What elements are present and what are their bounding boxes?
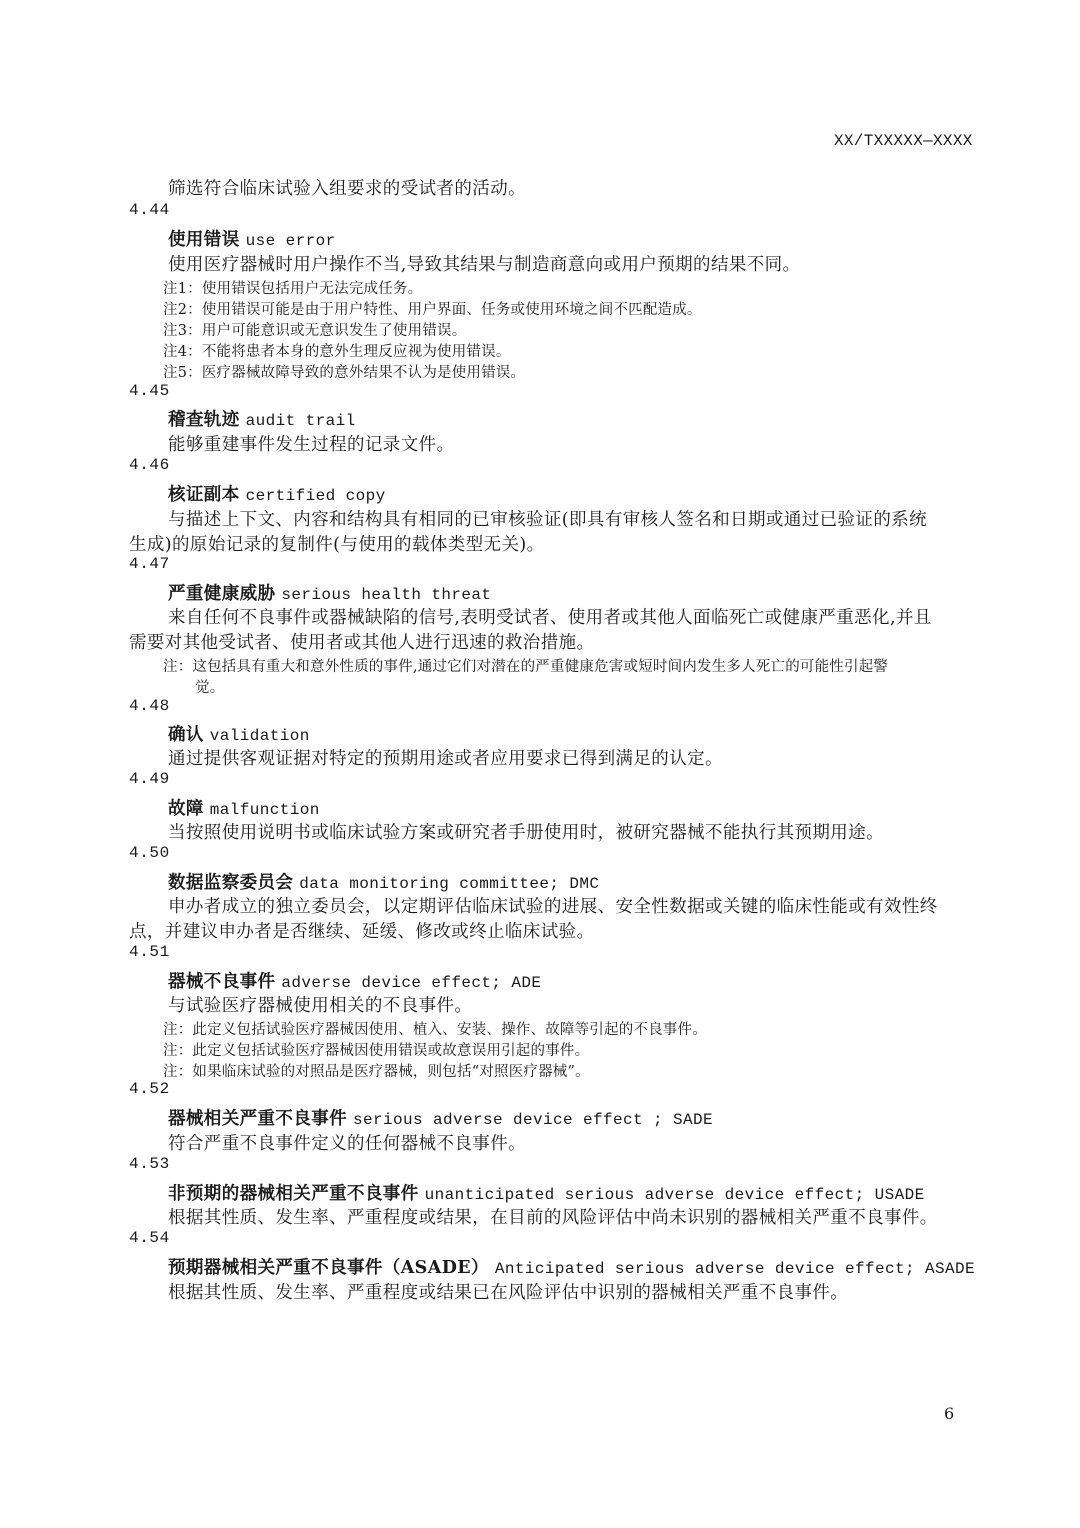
- term-english: use error: [245, 232, 336, 250]
- note-text: 注：这包括具有重大和意外性质的事件,通过它们对潜在的严重健康危害或短时间内发生多人死亡的可能性引起警: [163, 659, 889, 675]
- term-english: serious adverse device effect ; SADE: [352, 1111, 714, 1129]
- term-chinese: 预期器械相关严重不良事件（ASADE）: [168, 1258, 489, 1278]
- definition-text: 与试验医疗器械使用相关的不良事件。: [168, 996, 473, 1016]
- term-english: serious health threat: [281, 586, 492, 604]
- definition-text: 筛选符合临床试验入组要求的受试者的活动。: [168, 179, 526, 199]
- note-text: 注5：医疗器械故障导致的意外结果不认为是使用错误。: [163, 365, 526, 381]
- definition-text: 申办者成立的独立委员会，以定期评估临床试验的进展、安全性数据或关键的临床性能或有效性终: [168, 897, 938, 917]
- clause-number: 4.48: [129, 697, 170, 715]
- clause-number: 4.49: [129, 770, 170, 788]
- term-heading: [168, 968, 541, 993]
- term-heading: [168, 1180, 925, 1205]
- note-text: 注4：不能将患者本身的意外生理反应视为使用错误。: [163, 344, 511, 360]
- clause-number: 4.47: [129, 555, 170, 573]
- term-chinese: 严重健康威胁: [168, 584, 276, 604]
- definition-text: 能够重建事件发生过程的记录文件。: [168, 435, 455, 455]
- note-text: 注：此定义包括试验医疗器械因使用、植入、安装、操作、故障等引起的不良事件。: [163, 1022, 707, 1038]
- definition-text-continued: 生成)的原始记录的复制件(与使用的载体类型无关)。: [129, 535, 545, 555]
- definition-text: 与描述上下文、内容和结构具有相同的已审核验证(即具有审核人签名和日期或通过已验证的系统: [168, 510, 928, 530]
- note-text: 注2：使用错误可能是由于用户特性、用户界面、任务或使用环境之间不匹配造成。: [163, 302, 702, 318]
- term-heading: [168, 795, 320, 820]
- term-english: Anticipated serious adverse device effect; ASADE: [494, 1260, 975, 1278]
- note-text: 注：如果临床试验的对照品是医疗器械，则包括“对照医疗器械”。: [163, 1064, 590, 1080]
- term-english: malfunction: [209, 801, 320, 819]
- term-english: audit trail: [245, 412, 356, 430]
- term-chinese: 核证副本: [168, 485, 240, 505]
- term-chinese: 确认: [168, 725, 204, 745]
- clause-number: 4.51: [129, 943, 170, 961]
- term-heading: [168, 1105, 713, 1130]
- document-code: XX/TXXXXX—XXXX: [834, 132, 973, 150]
- term-chinese: 非预期的器械相关严重不良事件: [168, 1184, 419, 1204]
- term-english: unanticipated serious adverse device effect; USADE: [424, 1186, 925, 1204]
- term-chinese: 器械不良事件: [168, 972, 276, 992]
- definition-text: 符合严重不良事件定义的任何器械不良事件。: [168, 1134, 526, 1154]
- clause-number: 4.54: [129, 1229, 170, 1247]
- definition-text: 根据其性质、发生率、严重程度或结果已在风险评估中识别的器械相关严重不良事件。: [168, 1283, 849, 1303]
- definition-text: 来自任何不良事件或器械缺陷的信号,表明受试者、使用者或其他人面临死亡或健康严重恶化,并且: [168, 608, 932, 628]
- page-number: 6: [944, 1404, 955, 1423]
- clause-number: 4.44: [129, 201, 170, 219]
- term-heading: [168, 580, 491, 605]
- term-chinese: 故障: [168, 799, 204, 819]
- clause-number: 4.50: [129, 844, 170, 862]
- term-heading: [168, 721, 310, 746]
- term-chinese: 数据监察委员会: [168, 873, 294, 893]
- clause-number: 4.52: [129, 1080, 170, 1098]
- term-chinese: 稽查轨迹: [168, 410, 240, 430]
- term-english: validation: [209, 727, 310, 745]
- note-text: 注3：用户可能意识或无意识发生了使用错误。: [163, 323, 467, 339]
- clause-number: 4.45: [129, 382, 170, 400]
- term-heading: [168, 226, 336, 251]
- clause-number: 4.53: [129, 1155, 170, 1173]
- term-english: certified copy: [245, 487, 386, 505]
- definition-text: 通过提供客观证据对特定的预期用途或者应用要求已得到满足的认定。: [168, 749, 723, 769]
- definition-text: 当按照使用说明书或临床试验方案或研究者手册使用时，被研究器械不能执行其预期用途。: [168, 823, 884, 843]
- term-english: data monitoring committee; DMC: [299, 875, 600, 893]
- term-heading: [168, 481, 386, 506]
- term-heading: [168, 869, 599, 894]
- clause-number: 4.46: [129, 456, 170, 474]
- definition-text: 根据其性质、发生率、严重程度或结果，在目前的风险评估中尚未识别的器械相关严重不良事件。: [168, 1208, 938, 1228]
- note-text: 注1：使用错误包括用户无法完成任务。: [163, 281, 423, 297]
- note-text-continued: 觉。: [195, 680, 225, 696]
- note-text: 注：此定义包括试验医疗器械因使用错误或故意误用引起的事件。: [163, 1043, 590, 1059]
- definition-text: 使用医疗器械时用户操作不当,导致其结果与制造商意向或用户预期的结果不同。: [168, 255, 801, 275]
- term-chinese: 使用错误: [168, 230, 240, 250]
- term-english: adverse device effect; ADE: [281, 974, 542, 992]
- term-heading: [168, 1254, 975, 1279]
- term-chinese: 器械相关严重不良事件: [168, 1109, 347, 1129]
- definition-text-continued: 点，并建议申办者是否继续、延缓、修改或终止临床试验。: [129, 922, 595, 942]
- term-heading: [168, 406, 356, 431]
- definition-text-continued: 需要对其他受试者、使用者或其他人进行迅速的救治措施。: [129, 633, 595, 653]
